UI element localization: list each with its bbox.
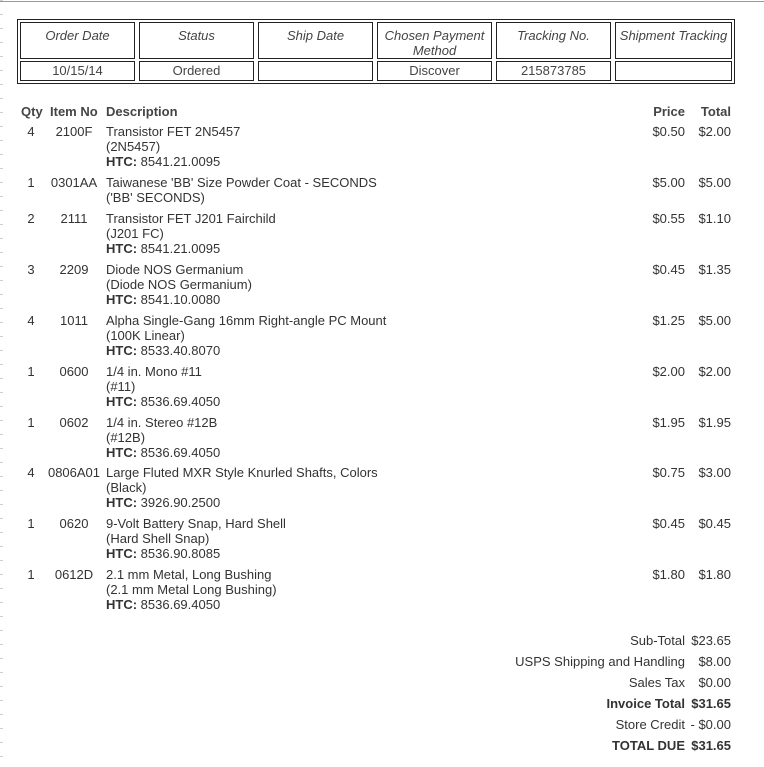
htc-code xyxy=(106,292,526,307)
total: $1.10 xyxy=(698,211,731,226)
price: $0.75 xyxy=(652,465,685,480)
qty: 1 xyxy=(27,175,35,190)
item-no: 0806A01 xyxy=(47,465,101,480)
qty: 1 xyxy=(27,516,35,531)
htc-label: HTC: xyxy=(106,241,138,256)
col-price: Price xyxy=(653,104,685,119)
item-no: 2209 xyxy=(59,262,89,277)
htc-code xyxy=(106,445,526,460)
price: $2.00 xyxy=(652,364,685,379)
summary-value: - $0.00 xyxy=(690,717,731,732)
htc-value: 8536.69.4050 xyxy=(140,394,221,409)
price: $0.45 xyxy=(652,516,685,531)
description-sub: (#11) xyxy=(106,379,136,394)
qty: 4 xyxy=(27,124,35,139)
htc-code xyxy=(106,597,526,612)
htc-label: HTC: xyxy=(106,154,138,169)
htc-label: HTC: xyxy=(106,394,138,409)
description-sub: (Diode NOS Germanium) xyxy=(106,277,252,292)
order-value-cell: 10/15/14 xyxy=(20,61,135,81)
order-header-cell xyxy=(258,22,373,59)
htc-value: 8536.69.4050 xyxy=(140,445,221,460)
htc-code xyxy=(106,495,526,510)
order-value-cell: Discover xyxy=(377,61,492,81)
description-sub: (Hard Shell Snap) xyxy=(106,531,210,546)
order-header-text: Chosen Payment xyxy=(384,28,485,43)
htc-label: HTC: xyxy=(106,495,138,510)
order-header-text: Tracking No. xyxy=(517,28,590,43)
price: $1.95 xyxy=(652,415,685,430)
htc-code xyxy=(106,546,526,561)
description xyxy=(106,313,526,358)
order-value-cell xyxy=(258,61,373,81)
total: $3.00 xyxy=(698,465,731,480)
total: $1.35 xyxy=(698,262,731,277)
description xyxy=(106,262,526,307)
order-header-cell xyxy=(20,22,135,59)
qty: 4 xyxy=(27,313,35,328)
left-dotted-edge xyxy=(0,0,3,767)
htc-label: HTC: xyxy=(106,292,138,307)
col-description: Description xyxy=(106,104,178,119)
description xyxy=(106,175,526,205)
description-sub: ('BB' SECONDS) xyxy=(106,190,205,205)
item-no: 1011 xyxy=(60,313,88,328)
htc-code xyxy=(106,394,526,409)
total: $1.80 xyxy=(698,567,731,582)
top-border xyxy=(0,1,764,2)
description xyxy=(106,364,526,409)
item-no: 0612D xyxy=(54,567,94,582)
order-header-cell xyxy=(615,22,732,59)
order-value-cell xyxy=(615,61,732,81)
item-no: 0600 xyxy=(59,364,89,379)
summary-label: Sales Tax xyxy=(628,675,685,690)
col-item-no: Item No xyxy=(50,104,98,119)
order-header-text: Shipment Tracking xyxy=(619,28,728,43)
total: $2.00 xyxy=(698,124,731,139)
summary-value: $0.00 xyxy=(698,675,731,690)
qty: 1 xyxy=(27,364,35,379)
description-title: Taiwanese 'BB' Size Powder Coat - SECONDS xyxy=(106,175,377,190)
qty: 1 xyxy=(27,415,35,430)
total: $0.45 xyxy=(698,516,731,531)
order-header-text: Status xyxy=(178,28,215,43)
item-no: 0301AA xyxy=(50,175,98,190)
total: $5.00 xyxy=(698,313,731,328)
summary-value: $31.65 xyxy=(691,696,731,711)
qty: 3 xyxy=(27,262,35,277)
item-no: 2100F xyxy=(55,124,93,139)
description-sub: (#12B) xyxy=(106,430,146,445)
htc-code xyxy=(106,154,526,169)
summary-value: $31.65 xyxy=(691,738,731,753)
htc-value: 8536.69.4050 xyxy=(140,597,221,612)
col-total: Total xyxy=(700,104,731,119)
description-title: Transistor FET J201 Fairchild xyxy=(106,211,276,226)
order-header-cell xyxy=(139,22,254,59)
description-title: Alpha Single-Gang 16mm Right-angle PC Mount xyxy=(106,313,387,328)
order-header-text: Order Date xyxy=(45,28,110,43)
description-title: 2.1 mm Metal, Long Bushing xyxy=(106,567,272,582)
description-sub: (J201 FC) xyxy=(106,226,164,241)
price: $1.25 xyxy=(652,313,685,328)
description-sub: (2.1 mm Metal Long Bushing) xyxy=(106,582,277,597)
description xyxy=(106,211,526,256)
price: $0.55 xyxy=(652,211,685,226)
description xyxy=(106,124,526,169)
price: $0.45 xyxy=(652,262,685,277)
description-sub: (Black) xyxy=(106,480,147,495)
htc-label: HTC: xyxy=(106,546,138,561)
order-header-cell xyxy=(377,22,492,59)
htc-code xyxy=(106,343,526,358)
item-no: 0620 xyxy=(59,516,89,531)
order-header-text: Method xyxy=(412,43,457,58)
summary-label: Invoice Total xyxy=(606,696,685,711)
order-header-text: Ship Date xyxy=(286,28,345,43)
qty: 1 xyxy=(27,567,35,582)
description xyxy=(106,465,526,510)
description-title: 1/4 in. Mono #11 xyxy=(106,364,202,379)
summary-value: $23.65 xyxy=(691,633,731,648)
total: $1.95 xyxy=(698,415,731,430)
htc-label: HTC: xyxy=(106,597,138,612)
htc-label: HTC: xyxy=(106,343,138,358)
order-value-cell: 215873785 xyxy=(496,61,611,81)
total: $5.00 xyxy=(698,175,731,190)
summary-value: $8.00 xyxy=(698,654,731,669)
summary-label: USPS Shipping and Handling xyxy=(515,654,685,669)
htc-value: 8541.10.0080 xyxy=(140,292,221,307)
htc-value: 8541.21.0095 xyxy=(140,154,221,169)
qty: 2 xyxy=(27,211,35,226)
order-value-cell: Ordered xyxy=(139,61,254,81)
htc-value: 8533.40.8070 xyxy=(140,343,221,358)
item-no: 0602 xyxy=(59,415,89,430)
price: $0.50 xyxy=(652,124,685,139)
description-title: Large Fluted MXR Style Knurled Shafts, Colors xyxy=(106,465,378,480)
summary-label: Sub-Total xyxy=(630,633,685,648)
description xyxy=(106,415,526,460)
htc-value: 8536.90.8085 xyxy=(140,546,221,561)
description-sub: (2N5457) xyxy=(106,139,161,154)
description-title: Diode NOS Germanium xyxy=(106,262,244,277)
description-sub: (100K Linear) xyxy=(106,328,185,343)
htc-code xyxy=(106,241,526,256)
summary-label: TOTAL DUE xyxy=(612,738,685,753)
order-header-cell xyxy=(496,22,611,59)
description-title: 9-Volt Battery Snap, Hard Shell xyxy=(106,516,286,531)
description-title: 1/4 in. Stereo #12B xyxy=(106,415,218,430)
summary-label: Store Credit xyxy=(615,717,685,732)
htc-label: HTC: xyxy=(106,445,138,460)
htc-value: 3926.90.2500 xyxy=(140,495,221,510)
description xyxy=(106,567,526,612)
htc-value: 8541.21.0095 xyxy=(140,241,221,256)
description xyxy=(106,516,526,561)
item-no: 2111 xyxy=(60,211,88,226)
price: $1.80 xyxy=(652,567,685,582)
total: $2.00 xyxy=(698,364,731,379)
qty: 4 xyxy=(27,465,35,480)
price: $5.00 xyxy=(652,175,685,190)
col-qty: Qty xyxy=(21,104,43,119)
description-title: Transistor FET 2N5457 xyxy=(106,124,241,139)
